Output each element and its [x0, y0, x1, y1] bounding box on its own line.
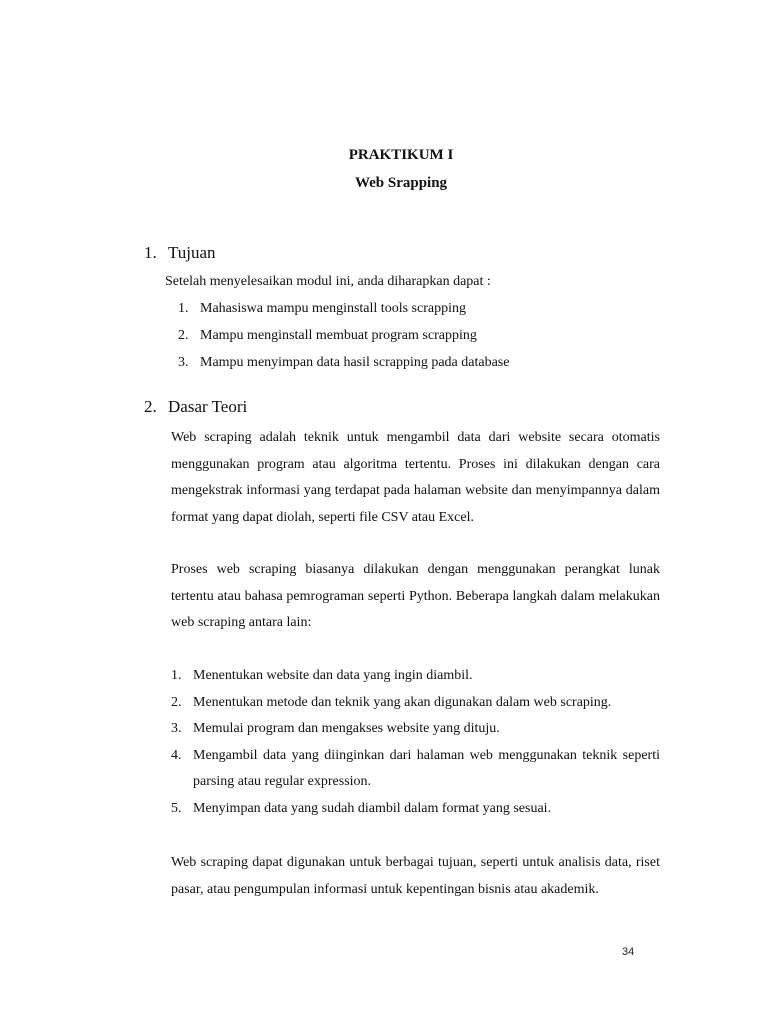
item-number: 1.	[178, 301, 189, 316]
theory-paragraph-1: Web scraping adalah teknik untuk mengambil data dari website secara otomatis menggunakan program atau algoritma tertentu. Proses ini dilakukan dengan cara mengekstrak informasi yang terdapat pada halaman website dan menyimpannya dalam format yang dapat diolah, seperti file CSV atau Excel.	[171, 430, 660, 525]
item-text: Mampu menginstall membuat program scrapping	[200, 328, 477, 343]
list-item	[171, 743, 660, 796]
item-text: Mengambil data yang diinginkan dari halaman web menggunakan teknik seperti parsing atau regular expression.	[193, 747, 660, 789]
section-number: 2.	[144, 397, 157, 416]
list-item	[178, 327, 509, 354]
list-item	[171, 663, 660, 690]
item-text: Menentukan metode dan teknik yang akan digunakan dalam web scraping.	[193, 694, 612, 710]
item-number: 2.	[178, 328, 189, 343]
document-subtitle: Web Srapping	[354, 175, 448, 191]
scraping-steps-list	[171, 663, 660, 822]
item-number: 4.	[171, 747, 182, 763]
section-number: 1.	[144, 243, 157, 262]
objectives-intro: Setelah menyelesaikan modul ini, anda diharapkan dapat :	[165, 274, 491, 289]
item-text: Menyimpan data yang sudah diambil dalam format yang sesuai.	[193, 800, 552, 816]
list-item	[178, 354, 509, 381]
item-number: 1.	[171, 668, 182, 683]
item-text: Mampu menyimpan data hasil scrapping pada database	[200, 355, 510, 370]
section-title: Dasar Teori	[168, 397, 248, 416]
objectives-list	[178, 300, 509, 381]
theory-paragraph-2: Proses web scraping biasanya dilakukan dengan menggunakan perangkat lunak tertentu atau bahasa pemrograman seperti Python. Beberapa langkah dalam melakukan web scraping antara lain:	[171, 562, 660, 630]
list-item	[171, 716, 660, 743]
list-item	[171, 796, 660, 823]
document-title: PRAKTIKUM I	[348, 147, 454, 163]
item-number: 3.	[171, 721, 182, 736]
item-text: Menentukan website dan data yang ingin diambil.	[193, 668, 473, 683]
theory-paragraph-3: Web scraping dapat digunakan untuk berbagai tujuan, seperti untuk analisis data, riset pasar, atau pengumpulan informasi untuk kepentingan bisnis atau akademik.	[171, 855, 660, 897]
item-number: 3.	[178, 355, 189, 370]
item-text: Mahasiswa mampu menginstall tools scrapping	[200, 301, 466, 316]
section-heading-tujuan	[144, 243, 216, 263]
item-number: 5.	[171, 800, 182, 816]
list-item	[171, 690, 660, 717]
list-item	[178, 300, 509, 327]
item-number: 2.	[171, 694, 182, 710]
item-text: Memulai program dan mengakses website yang dituju.	[193, 721, 500, 736]
section-title: Tujuan	[168, 243, 216, 262]
page-number: 34	[622, 946, 635, 958]
section-heading-dasar-teori	[144, 397, 247, 417]
